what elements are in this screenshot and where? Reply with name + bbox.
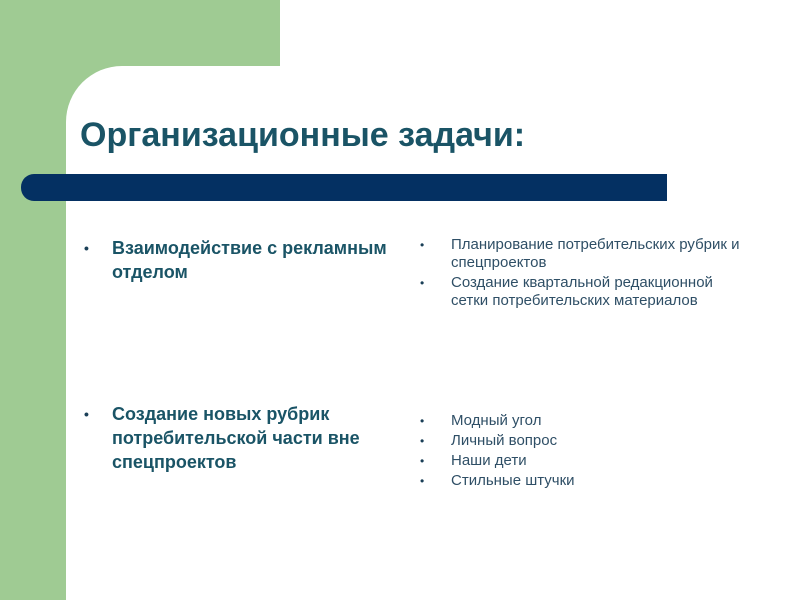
section-1-item-2: • Создание квартальной редакционной сетки потребительских материалов (420, 274, 750, 310)
section-1-heading-list (84, 236, 394, 284)
section-2-item-2: • Личный вопрос (420, 432, 750, 450)
section-2-item-4: • Стильные штучки (420, 472, 750, 490)
section-1-item-1: • Планирование потребительских рубрик и спецпроектов (420, 236, 750, 272)
section-2-heading: • Создание новых рубрик потребительской части вне спецпроектов (84, 402, 394, 474)
slide-title: Организационные задачи: (80, 116, 526, 154)
section-2-items (420, 412, 750, 492)
section-2-item-3: • Наши дети (420, 452, 750, 470)
section-2-item-1: • Модный угол (420, 412, 750, 430)
title-underline-bar (21, 174, 667, 201)
section-2-heading-list (84, 402, 394, 474)
section-1-heading: • Взаимодействие с рекламным отделом (84, 236, 394, 284)
section-1-items (420, 236, 750, 312)
